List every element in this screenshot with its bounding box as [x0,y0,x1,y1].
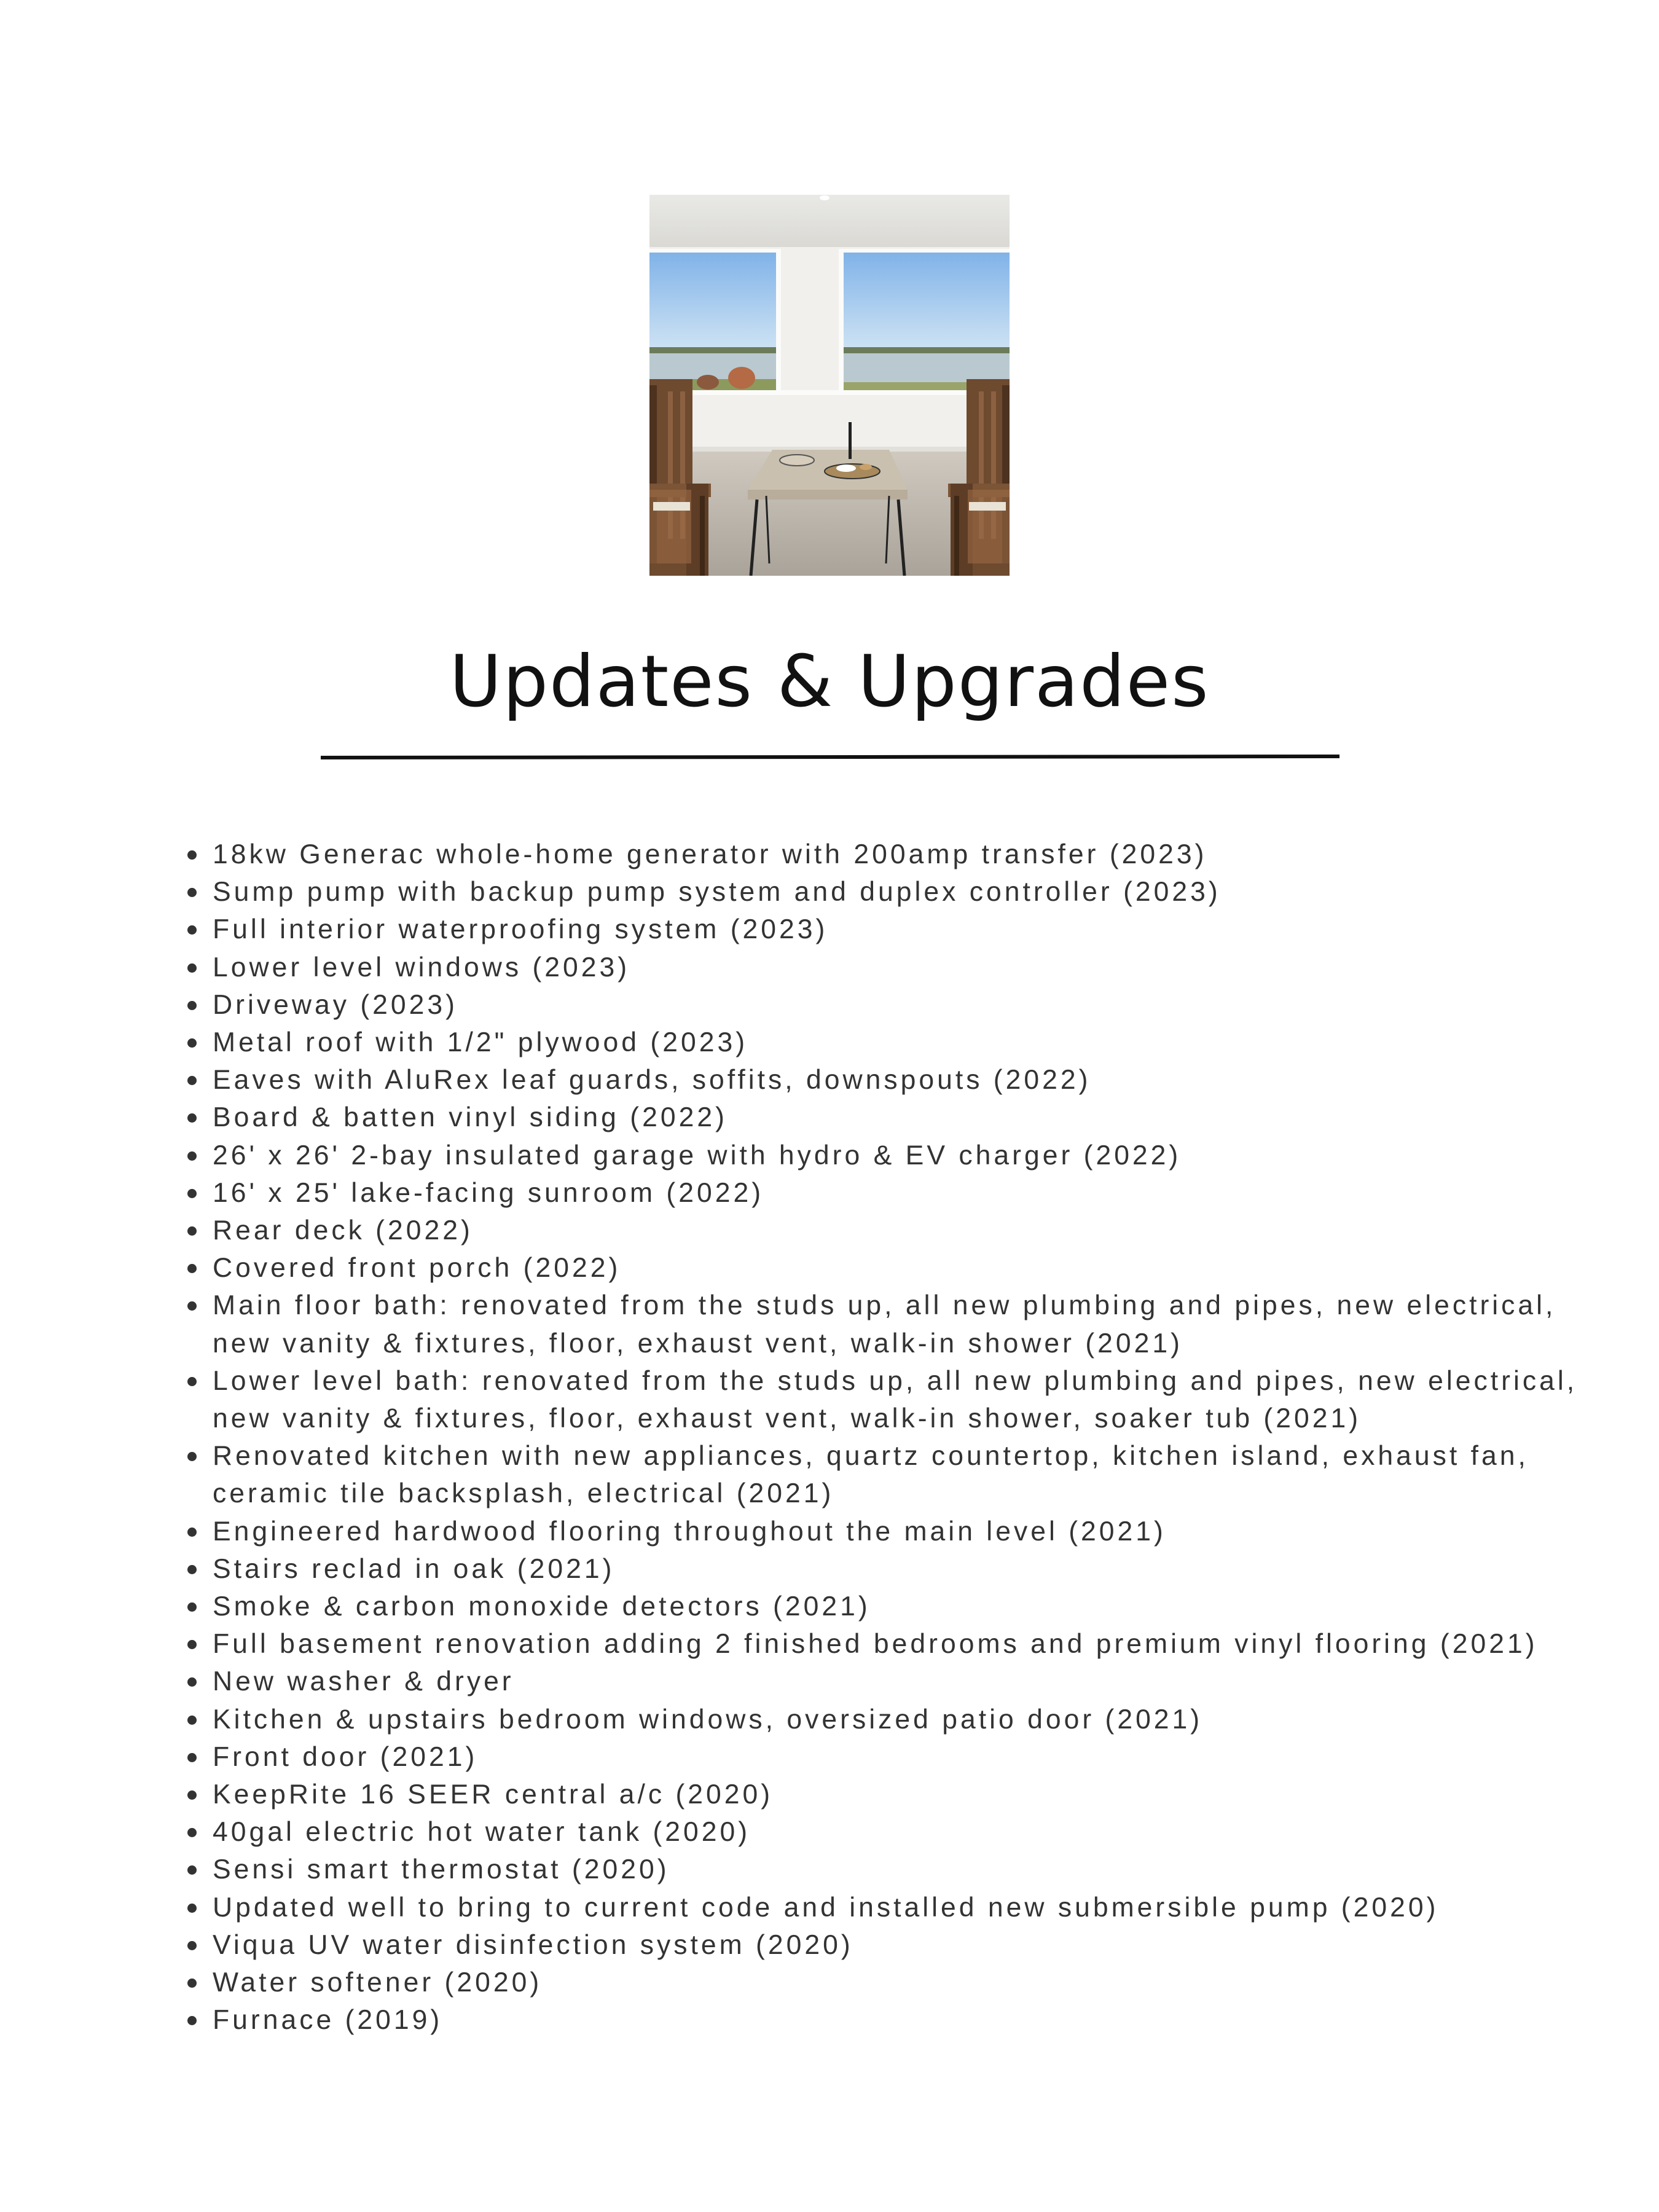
update-item [187,1513,1619,1550]
bullet-icon [187,1979,197,1988]
update-text: 18kw Generac whole-home generator with 200amp transfer (2023) [213,839,1207,869]
update-item [187,1099,1619,1136]
update-item [187,1776,1619,1813]
update-item [187,1964,1619,2001]
update-text: Metal roof with 1/2" plywood (2023) [213,1027,748,1058]
update-text: Sensi smart thermostat (2020) [213,1854,670,1885]
update-text: Viqua UV water disinfection system (2020) [213,1929,853,1960]
update-item [187,1287,1619,1362]
update-item [187,836,1619,873]
bullet-icon [187,1076,197,1085]
update-item [187,1738,1619,1776]
bullet-icon [187,1753,197,1762]
update-text: Driveway (2023) [213,989,458,1020]
bullet-icon [187,1677,197,1687]
bullet-icon [187,925,197,935]
update-text: Full basement renovation adding 2 finished bedrooms and premium vinyl flooring (2021) [213,1629,1538,1660]
bullet-icon [187,1941,197,1950]
update-text: Smoke & carbon monoxide detectors (2021) [213,1591,871,1622]
update-text: Stairs reclad in oak (2021) [213,1553,615,1584]
page-title: Updates & Upgrades [449,640,1210,723]
update-item [187,1137,1619,1174]
bullet-icon [187,850,197,860]
update-item [187,1249,1619,1287]
update-text: KeepRite 16 SEER central a/c (2020) [213,1779,774,1810]
bullet-icon [187,1828,197,1837]
bullet-icon [187,963,197,973]
bullet-icon [187,1904,197,1913]
bullet-icon [187,1301,197,1311]
bullet-icon [187,1865,197,1875]
bullet-icon [187,2016,197,2025]
bullet-icon [187,1226,197,1236]
bullet-icon [187,1001,197,1010]
update-item [187,1174,1619,1212]
update-text: 26' x 26' 2-bay insulated garage with hydro & EV charger (2022) [213,1140,1182,1171]
bullet-icon [187,1602,197,1612]
bullet-icon [187,1790,197,1800]
update-text: Main floor bath: renovated from the studs up, all new plumbing and pipes, new electrical, new vanity & fixtures, floor, exhaust vent, walk-in shower (2021) [213,1290,1556,1359]
bullet-icon [187,1377,197,1386]
update-item [187,911,1619,948]
update-item [187,1625,1619,1663]
update-text: Water softener (2020) [213,1967,543,1998]
update-item [187,986,1619,1024]
update-item [187,1437,1619,1512]
update-text: Sump pump with backup pump system and duplex controller (2023) [213,877,1221,908]
update-text: New washer & dryer [213,1666,514,1697]
bullet-icon [187,1189,197,1198]
update-text: Lower level windows (2023) [213,952,630,982]
title-divider [321,755,1339,759]
updates-list [187,836,1619,2039]
update-text: Engineered hardwood flooring throughout the main level (2021) [213,1516,1166,1547]
update-text: Covered front porch (2022) [213,1253,621,1284]
update-text: 40gal electric hot water tank (2020) [213,1817,751,1848]
bullet-icon [187,1151,197,1161]
update-item [187,1588,1619,1625]
update-text: Rear deck (2022) [213,1215,473,1246]
update-item [187,1024,1619,1061]
update-item [187,949,1619,986]
update-text: Board & batten vinyl siding (2022) [213,1102,728,1133]
bullet-icon [187,1528,197,1537]
update-item [187,1889,1619,1926]
update-text: Full interior waterproofing system (2023) [213,914,828,945]
update-text: Lower level bath: renovated from the studs up, all new plumbing and pipes, new electrical, new vanity & fixtures, floor, exhaust vent, walk-in shower, soaker tub (2021) [213,1365,1578,1434]
update-item [187,1212,1619,1249]
bullet-icon [187,1264,197,1273]
bullet-icon [187,1452,197,1461]
update-text: Furnace (2019) [213,2005,443,2036]
update-item [187,1813,1619,1851]
bullet-icon [187,1640,197,1649]
update-text: Eaves with AluRex leaf guards, soffits, downspouts (2022) [213,1065,1091,1096]
bullet-icon [187,1716,197,1725]
bullet-icon [187,1113,197,1123]
bullet-icon [187,1565,197,1574]
update-text: Front door (2021) [213,1741,478,1772]
update-text: 16' x 25' lake-facing sunroom (2022) [213,1177,764,1208]
update-item [187,1926,1619,1964]
update-item [187,1701,1619,1738]
update-item [187,1550,1619,1588]
update-item [187,2001,1619,2039]
sunroom-photo [649,195,1010,576]
update-item [187,873,1619,911]
bullet-icon [187,888,197,897]
update-item [187,1663,1619,1700]
update-text: Renovated kitchen with new appliances, quartz countertop, kitchen island, exhaust fan, ceramic tile backsplash, electrical (2021) [213,1441,1529,1509]
update-item [187,1362,1619,1437]
bullet-icon [187,1038,197,1048]
update-text: Updated well to bring to current code and installed new submersible pump (2020) [213,1892,1439,1923]
update-text: Kitchen & upstairs bedroom windows, oversized patio door (2021) [213,1704,1203,1735]
update-item [187,1061,1619,1099]
update-item [187,1851,1619,1888]
